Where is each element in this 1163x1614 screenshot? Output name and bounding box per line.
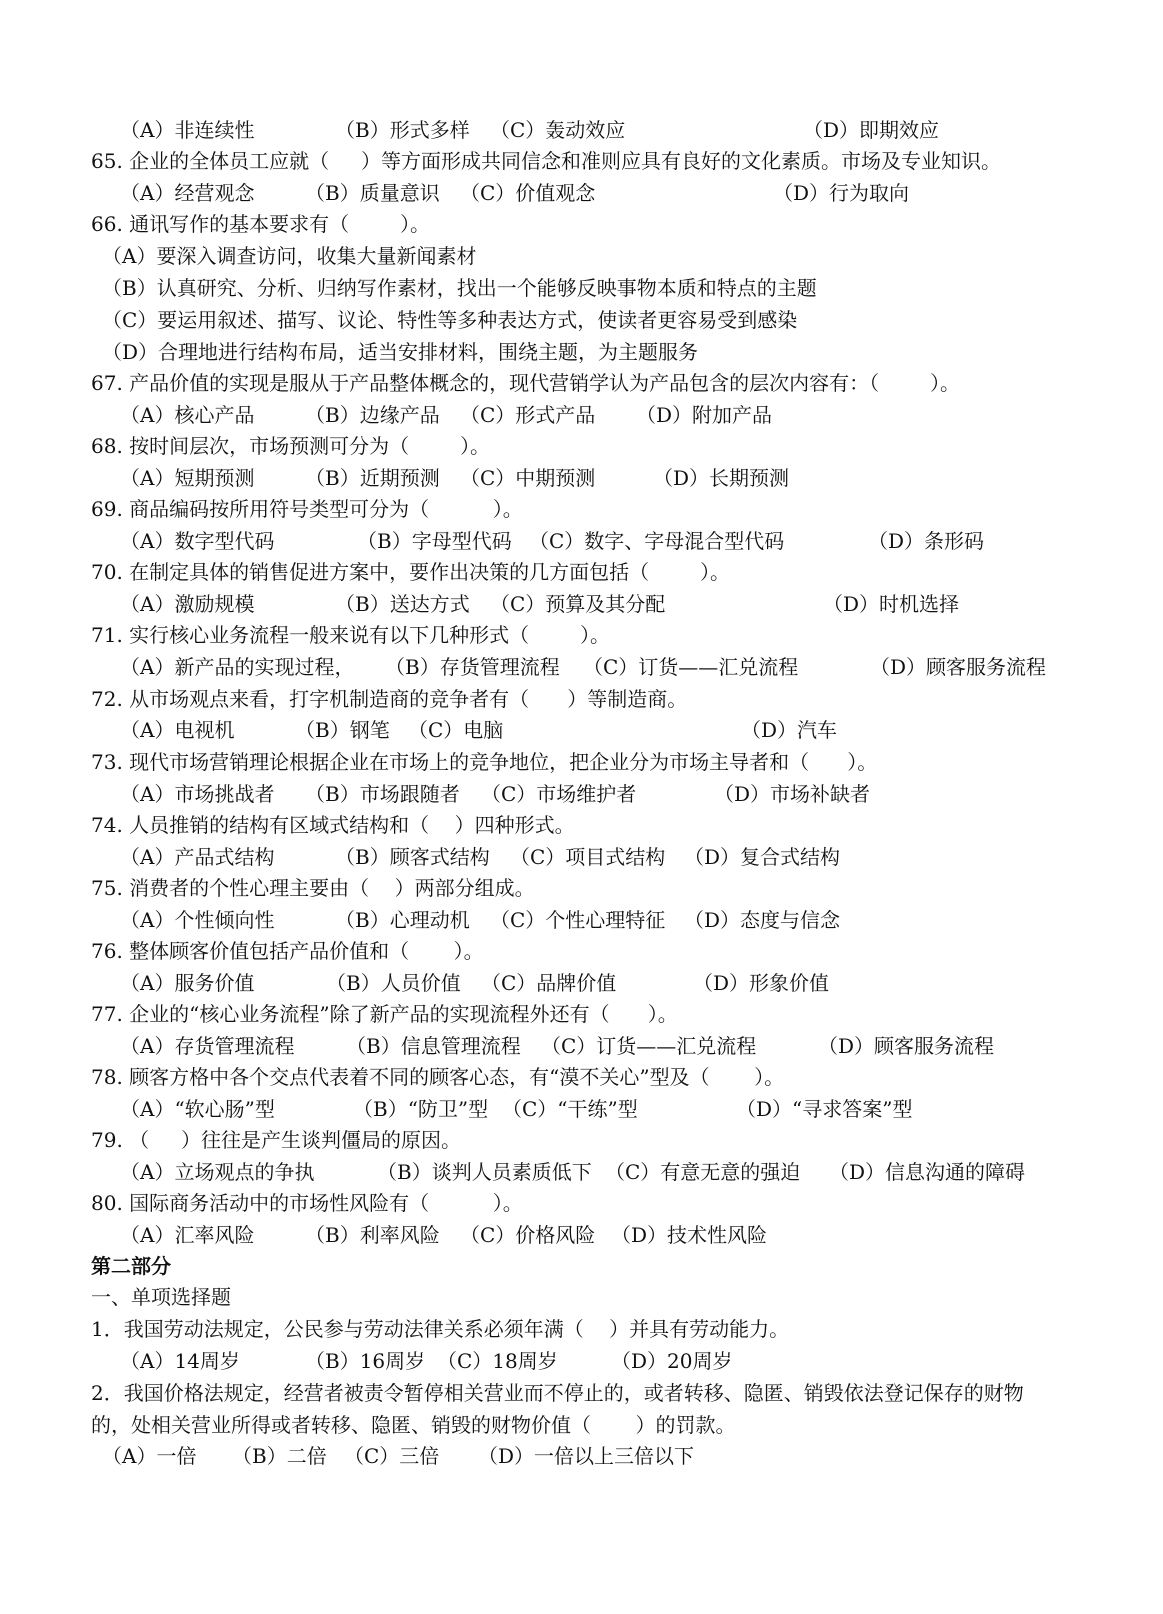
line-text: 的，处相关营业所得或者转移、隐匿、销毁的财物价值（ ）的罚款。 xyxy=(91,1413,736,1437)
option-text: （B）二倍 xyxy=(232,1444,327,1468)
option-text: （B）钢笔 xyxy=(295,718,390,742)
line-text: 73. 现代市场营销理论根据企业在市场上的竞争地位，把企业分为市场主导者和（ ）。 xyxy=(91,750,878,774)
option-text: （D）市场补缺者 xyxy=(714,782,871,806)
option-text: （C）品牌价值 xyxy=(481,971,617,995)
option-text: （D）长期预测 xyxy=(653,466,790,490)
option-text: （D）条形码 xyxy=(868,529,985,553)
option-text: （A）立场观点的争执 xyxy=(120,1160,315,1184)
option-text: （B）字母型代码 xyxy=(357,529,512,553)
option-text: （B）顾客式结构 xyxy=(335,845,490,869)
option-text: （D）技术性风险 xyxy=(611,1223,768,1247)
option-text: （A）数字型代码 xyxy=(120,529,275,553)
line-text: 78. 顾客方格中各个交点代表着不同的顾客心态，有“漠不关心”型及（ ）。 xyxy=(91,1065,785,1089)
line-text: 74. 人员推销的结构有区域式结构和（ ）四种形式。 xyxy=(91,813,575,837)
line-text: 80. 国际商务活动中的市场性风险有（ ）。 xyxy=(91,1191,523,1215)
line-text: 66. 通讯写作的基本要求有（ ）。 xyxy=(91,212,431,236)
option-text: （B）边缘产品 xyxy=(305,403,440,427)
line-text: 68. 按时间层次，市场预测可分为（ ）。 xyxy=(91,434,491,458)
option-text: （A）核心产品 xyxy=(120,403,255,427)
option-text: （B）送达方式 xyxy=(335,592,470,616)
option-text: （A）服务价值 xyxy=(120,971,255,995)
option-text: （A）一倍 xyxy=(102,1444,197,1468)
option-text: （C）形式产品 xyxy=(460,403,596,427)
option-text: （A）非连续性 xyxy=(120,118,255,142)
option-text: （C）订货——汇兑流程 xyxy=(583,655,799,679)
option-text: （B）存货管理流程 xyxy=(385,655,560,679)
line-text: （A）要深入调查访问，收集大量新闻素材 xyxy=(102,244,477,268)
option-text: （C）预算及其分配 xyxy=(490,592,666,616)
line-text: 70. 在制定具体的销售促进方案中，要作出决策的几方面包括（ ）。 xyxy=(91,560,731,584)
option-text: （A）个性倾向性 xyxy=(120,908,275,932)
option-text: （B）质量意识 xyxy=(305,181,440,205)
option-text: （A）存货管理流程 xyxy=(120,1034,295,1058)
option-text: （D）顾客服务流程 xyxy=(818,1034,995,1058)
option-text: （C）个性心理特征 xyxy=(490,908,666,932)
option-text: （D）复合式结构 xyxy=(684,845,841,869)
line-text: （B）认真研究、分析、归纳写作素材，找出一个能够反映事物本质和特点的主题 xyxy=(102,276,817,300)
option-text: （D）汽车 xyxy=(741,718,838,742)
option-text: （A）激励规模 xyxy=(120,592,255,616)
option-text: （B）形式多样 xyxy=(335,118,470,142)
option-text: （C）18周岁 xyxy=(437,1349,558,1373)
option-text: （C）订货——汇兑流程 xyxy=(541,1034,757,1058)
option-text: （A）短期预测 xyxy=(120,466,255,490)
line-text: （D）合理地进行结构布局，适当安排材料，围绕主题，为主题服务 xyxy=(102,340,699,364)
option-text: （B）心理动机 xyxy=(335,908,470,932)
option-text: （C）有意无意的强迫 xyxy=(605,1160,801,1184)
line-text: 69. 商品编码按所用符号类型可分为（ ）。 xyxy=(91,497,523,521)
option-text: （B）谈判人员素质低下 xyxy=(377,1160,592,1184)
option-text: （C）轰动效应 xyxy=(490,118,626,142)
line-text: 一、单项选择题 xyxy=(91,1285,231,1309)
option-text: （D）时机选择 xyxy=(823,592,960,616)
line-text: 71. 实行核心业务流程一般来说有以下几种形式（ ）。 xyxy=(91,623,611,647)
line-text: 72. 从市场观点来看，打字机制造商的竞争者有（ ）等制造商。 xyxy=(91,687,688,711)
option-text: （D）行为取向 xyxy=(773,181,910,205)
option-text: （B）“防卫”型 xyxy=(353,1097,489,1121)
option-text: （B）利率风险 xyxy=(305,1223,440,1247)
option-text: （C）数字、字母混合型代码 xyxy=(529,529,785,553)
option-text: （D）一倍以上三倍以下 xyxy=(478,1444,695,1468)
option-text: （D）形象价值 xyxy=(693,971,830,995)
option-text: （D）顾客服务流程 xyxy=(870,655,1047,679)
option-text: （B）16周岁 xyxy=(305,1349,426,1373)
option-text: （C）项目式结构 xyxy=(510,845,666,869)
option-text: （D）“寻求答案”型 xyxy=(736,1097,913,1121)
option-text: （C）中期预测 xyxy=(460,466,596,490)
line-text: 75. 消费者的个性心理主要由（ ）两部分组成。 xyxy=(91,876,535,900)
line-text: 2．我国价格法规定，经营者被责令暂停相关营业而不停止的，或者转移、隐匿、销毁依法登记保存的财物 xyxy=(91,1381,1024,1405)
option-text: （A）电视机 xyxy=(120,718,235,742)
option-text: （C）市场维护者 xyxy=(481,782,637,806)
line-text: 65. 企业的全体员工应就（ ）等方面形成共同信念和准则应具有良好的文化素质。市场及专业知识。 xyxy=(91,149,1001,173)
option-text: （A）14周岁 xyxy=(120,1349,240,1373)
option-text: （B）市场跟随者 xyxy=(305,782,460,806)
option-text: （A）经营观念 xyxy=(120,181,255,205)
option-text: （C）三倍 xyxy=(344,1444,440,1468)
option-text: （B）信息管理流程 xyxy=(346,1034,521,1058)
option-text: （A）汇率风险 xyxy=(120,1223,255,1247)
option-text: （A）产品式结构 xyxy=(120,845,275,869)
option-text: （B）近期预测 xyxy=(305,466,440,490)
line-text: 77. 企业的“核心业务流程”除了新产品的实现流程外还有（ ）。 xyxy=(91,1002,678,1026)
line-text: 79. （ ）往往是产生谈判僵局的原因。 xyxy=(91,1128,461,1152)
line-text: 76. 整体顾客价值包括产品价值和（ ）。 xyxy=(91,939,484,963)
option-text: （A）新产品的实现过程， xyxy=(120,655,355,679)
line-text: 第二部分 xyxy=(91,1254,171,1278)
option-text: （D）信息沟通的障碍 xyxy=(829,1160,1026,1184)
option-text: （D）附加产品 xyxy=(636,403,773,427)
option-text: （A）市场挑战者 xyxy=(120,782,275,806)
option-text: （D）态度与信念 xyxy=(684,908,841,932)
option-text: （D）20周岁 xyxy=(611,1349,733,1373)
option-text: （D）即期效应 xyxy=(803,118,940,142)
line-text: 1．我国劳动法规定，公民参与劳动法律关系必须年满（ ）并具有劳动能力。 xyxy=(91,1317,790,1341)
option-text: （C）价格风险 xyxy=(460,1223,596,1247)
option-text: （A）“软心肠”型 xyxy=(120,1097,275,1121)
option-text: （C）价值观念 xyxy=(460,181,596,205)
line-text: （C）要运用叙述、描写、议论、特性等多种表达方式，使读者更容易受到感染 xyxy=(102,308,798,332)
option-text: （C）“干练”型 xyxy=(502,1097,638,1121)
option-text: （C）电脑 xyxy=(408,718,504,742)
line-text: 67. 产品价值的实现是服从于产品整体概念的，现代营销学认为产品包含的层次内容有：（ ）。 xyxy=(91,371,961,395)
option-text: （B）人员价值 xyxy=(326,971,461,995)
